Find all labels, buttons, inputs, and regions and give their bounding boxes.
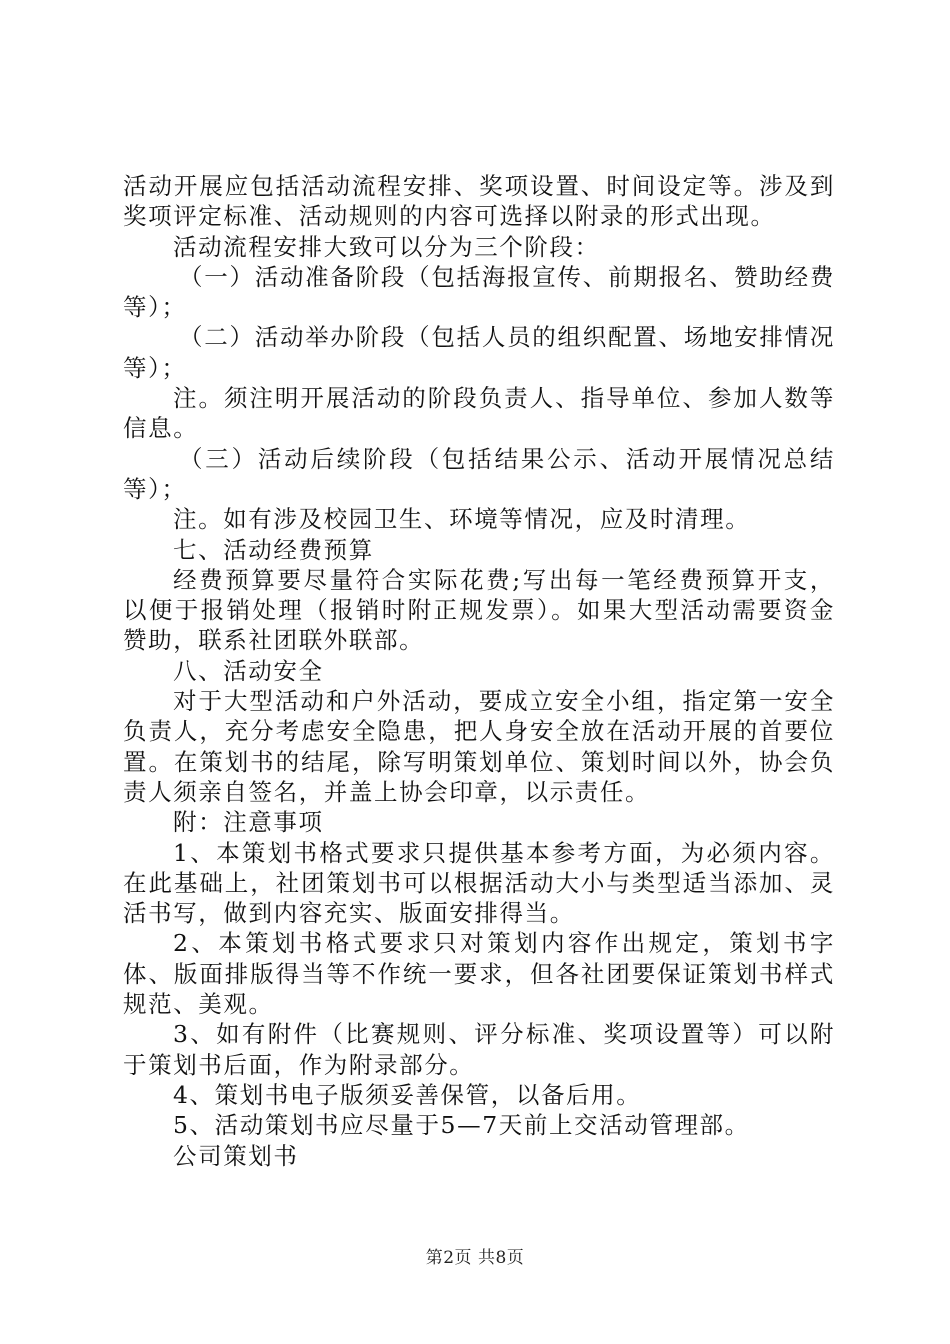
body-paragraph: 活动流程安排大致可以分为三个阶段： <box>173 232 600 261</box>
body-paragraph: 经费预算要尽量符合实际花费;写出每一笔经费预算开支，以便于报销处理（报销时附正规发票）。如果大型活动需要资金赞助，联系社团联外联部。 <box>123 565 835 655</box>
body-paragraph: 对于大型活动和户外活动，要成立安全小组，指定第一安全负责人，充分考虑安全隐患，把人身安全放在活动开展的首要位置。在策划书的结尾，除写明策划单位、策划时间以外，协会负责人须亲自签名，并盖上协会印章，以示责任。 <box>123 687 835 806</box>
list-item: （一）活动准备阶段（包括海报宣传、前期报名、赞助经费等）； <box>123 262 835 322</box>
section-heading: 八、活动安全 <box>173 656 324 685</box>
list-item: 5、活动策划书应尽量于5—7天前上交活动管理部。 <box>173 1111 750 1140</box>
note-paragraph: 注。如有涉及校园卫生、环境等情况，应及时清理。 <box>173 505 751 534</box>
page-number-footer: 第2页 共8页 <box>425 1248 525 1268</box>
section-heading: 附：注意事项 <box>173 808 324 837</box>
list-item: 1、本策划书格式要求只提供基本参考方面，为必须内容。在此基础上，社团策划书可以根据活动大小与类型适当添加、灵活书写，做到内容充实、版面安排得当。 <box>123 838 835 928</box>
list-item: 2、本策划书格式要求只对策划内容作出规定，策划书字体、版面排版得当等不作统一要求，但各社团要保证策划书样式规范、美观。 <box>123 929 835 1019</box>
list-item: 3、如有附件（比赛规则、评分标准、奖项设置等）可以附于策划书后面，作为附录部分。 <box>123 1020 835 1079</box>
list-item: （三）活动后续阶段（包括结果公示、活动开展情况总结等）； <box>123 444 835 503</box>
list-item: （二）活动举办阶段（包括人员的组织配置、场地安排情况等）； <box>123 323 835 382</box>
section-heading: 公司策划书 <box>173 1141 299 1170</box>
document-body <box>123 171 835 1171</box>
note-paragraph: 注。须注明开展活动的阶段负责人、指导单位、参加人数等信息。 <box>123 384 835 443</box>
section-heading: 七、活动经费预算 <box>173 535 374 564</box>
body-paragraph: 活动开展应包括活动流程安排、奖项设置、时间设定等。涉及到奖项评定标准、活动规则的内容可选择以附录的形式出现。 <box>123 172 835 231</box>
list-item: 4、策划书电子版须妥善保管，以备后用。 <box>173 1080 642 1109</box>
